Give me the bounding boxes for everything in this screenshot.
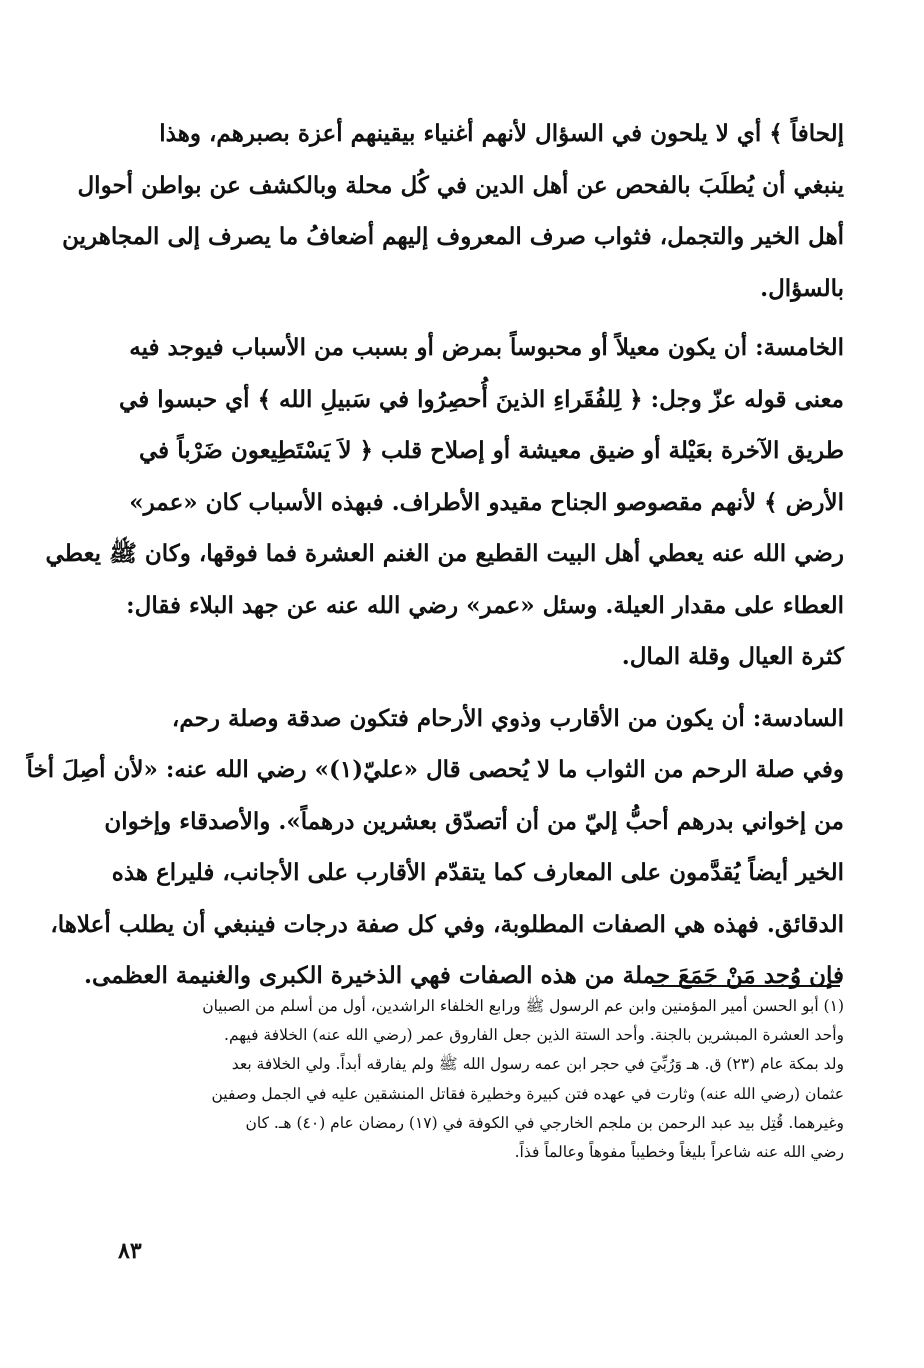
text-line: الخير أيضاً يُقدَّمون على المعارف كما يتقدّم الأقارب على الأجانب، فليراع هذه	[111, 859, 844, 886]
text-line: الدقائق. فهذه هي الصفات المطلوبة، وفي كل صفة درجات فينبغي أن يطلب أعلاها،	[50, 910, 844, 938]
footnote-line: وأحد العشرة المبشرين بالجنة. وأحد الستة الذين جعل الفاروق عمر (رضي الله عنه) الخلافة فيهم.	[224, 1026, 844, 1045]
text-line: العطاء على مقدار العيلة. وسئل «عمر» رضي الله عنه عن جهد البلاء فقال:	[126, 591, 844, 619]
footnotes-block	[152, 992, 844, 1167]
footnote-line: رضي الله عنه شاعراً بليغاً وخطيباً مفوهاً وعالماً فذاً.	[514, 1142, 844, 1161]
text-line: الأرض ﴾ لأنهم مقصوصو الجناح مقيدو الأطراف. فبهذه الأسباب كان «عمر»	[129, 488, 844, 516]
text-line: من إخواني بدرهم أحبُّ إليّ من أن أتصدّق بعشرين درهماً». والأصدقاء وإخوان	[104, 807, 844, 835]
footnote-line: وغيرهما. قُتِل بيد عبد الرحمن بن ملجم الخارجي في الكوفة في (١٧) رمضان عام (٤٠) هـ. كان	[245, 1113, 844, 1132]
text-line: معنى قوله عزّ وجل: ﴿ لِلفُقَراءِ الذينَ أُحصِرُوا في سَبيلِ الله ﴾ أي حبسوا في	[119, 385, 844, 413]
text-line: فإن وُجد مَنْ جَمَعَ جملة من هذه الصفات فهي الذخيرة الكبرى والغنيمة العظمى.	[84, 962, 844, 989]
footnote-separator	[652, 985, 840, 987]
page-number: ٨٣	[118, 1238, 142, 1264]
text-line: ينبغي أن يُطلَبَ بالفحص عن أهل الدين في كُل محلة وبالكشف عن بواطن أحوال	[77, 171, 844, 199]
text-line: طريق الآخرة بعَيْلة أو ضيق معيشة أو إصلاح قلب ﴿ لاَ يَسْتَطِيعون ضَرْباً في	[139, 437, 844, 464]
text-line: إلحافاً ﴾ أي لا يلحون في السؤال لأنهم أغنياء بيقينهم أعزة بصبرهم، وهذا	[159, 120, 844, 147]
text-line: أهل الخير والتجمل، فثواب صرف المعروف إليهم أضعافُ ما يصرف إلى المجاهرين	[62, 223, 844, 250]
footnote-line: (١) أبو الحسن أمير المؤمنين وابن عم الرسول ﷺ ورابع الخلفاء الراشدين، أول من أسلم من الصبيان	[202, 997, 844, 1015]
text-line: رضي الله عنه يعطي أهل البيت القطيع من الغنم العشرة فما فوقها، وكان ﷺ يعطي	[45, 540, 844, 567]
footnote-line: عثمان (رضي الله عنه) وثارت في عهده فتن كبيرة وخطيرة فقاتل المنشقين عليه في الجمل وصفين	[211, 1084, 844, 1103]
text-line: الخامسة: أن يكون معيلاً أو محبوساً بمرض أو بسبب من الأسباب فيوجد فيه	[129, 334, 844, 361]
footnote-line: ولد بمكة عام (٢٣) ق. هـ وَرُبِّيَ في حجر ابن عمه رسول الله ﷺ ولم يفارقه أبداً. ولي الخلافة بعد	[231, 1055, 844, 1074]
text-line: السادسة: أن يكون من الأقارب وذوي الأرحام فتكون صدقة وصلة رحم،	[171, 704, 844, 732]
text-line: كثرة العيال وقلة المال.	[621, 643, 844, 670]
text-line: وفي صلة الرحم من الثواب ما لا يُحصى قال «عليّ(١)» رضي الله عنه: «لأن أصِلَ أخاً	[26, 756, 844, 783]
text-line: بالسؤال.	[760, 274, 844, 302]
main-text-block	[26, 108, 844, 1002]
